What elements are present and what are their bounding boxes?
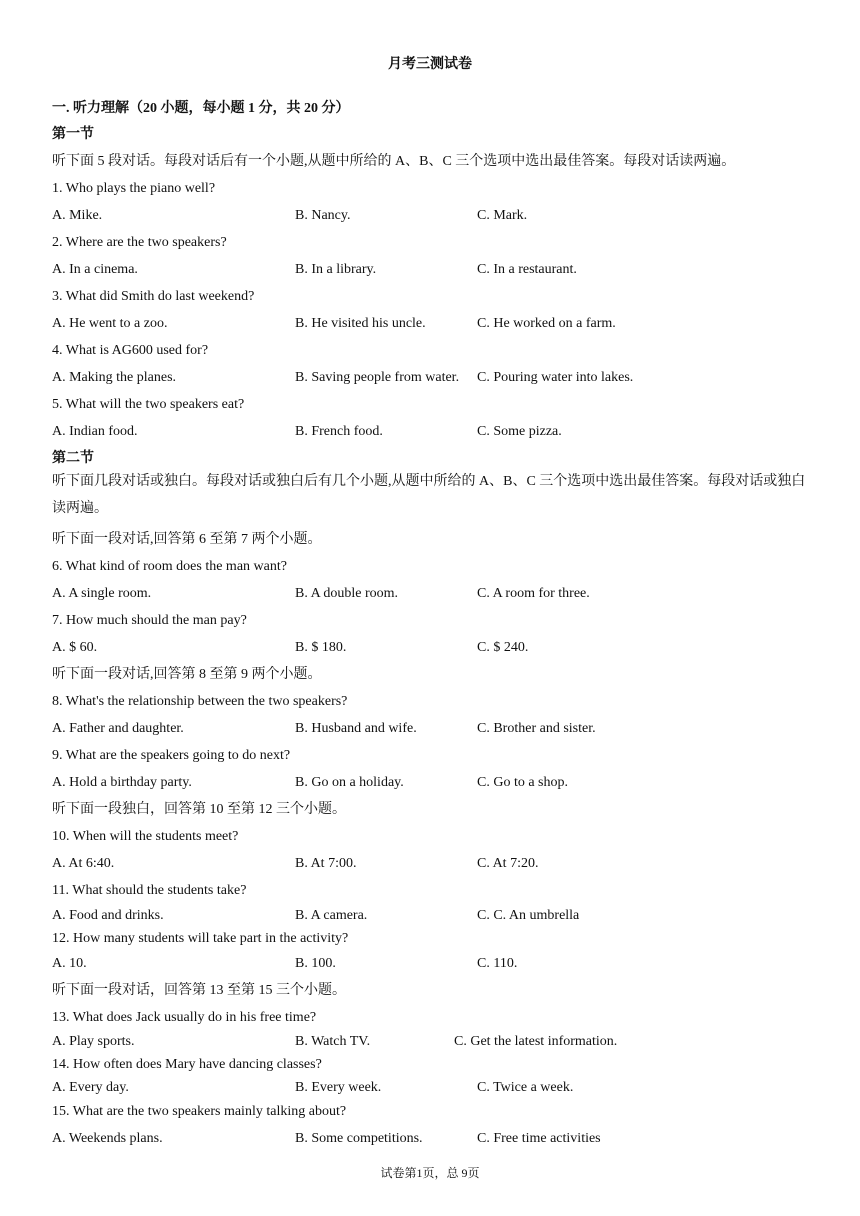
option-5a: A. Indian food.: [52, 424, 138, 439]
option-7b: B. $ 180.: [295, 640, 347, 655]
option-14c: C. Twice a week.: [477, 1080, 574, 1095]
question-7: 7. How much should the man pay?: [52, 613, 247, 628]
question-2: 2. Where are the two speakers?: [52, 235, 227, 250]
question-14: 14. How often does Mary have dancing classes?: [52, 1057, 322, 1072]
question-13: 13. What does Jack usually do in his free time?: [52, 1010, 317, 1025]
option-15b: B. Some competitions.: [295, 1131, 423, 1146]
option-13a: A. Play sports.: [52, 1034, 135, 1049]
question-12: 12. How many students will take part in the activity?: [52, 931, 349, 946]
question-6: 6. What kind of room does the man want?: [52, 559, 287, 574]
option-8b: B. Husband and wife.: [295, 721, 417, 736]
option-6a: A. A single room.: [52, 586, 152, 601]
question-15: 15. What are the two speakers mainly talking about?: [52, 1104, 347, 1119]
option-3b: B. He visited his uncle.: [295, 316, 426, 331]
option-9c: C. Go to a shop.: [477, 775, 568, 790]
group-intro-2: 听下面一段对话,回答第 8 至第 9 两个小题。: [52, 667, 322, 682]
option-9a: A. Hold a birthday party.: [52, 775, 192, 790]
option-15c: C. Free time activities: [477, 1131, 601, 1146]
part2-heading: 第二节: [52, 451, 94, 466]
option-8a: A. Father and daughter.: [52, 721, 184, 736]
question-4: 4. What is AG600 used for?: [52, 343, 209, 358]
question-1: 1. Who plays the piano well?: [52, 181, 216, 196]
option-10b: B. At 7:00.: [295, 856, 357, 871]
page-footer: 试卷第1页，总 9页: [380, 1166, 480, 1180]
option-7c: C. $ 240.: [477, 640, 529, 655]
question-3: 3. What did Smith do last weekend?: [52, 289, 255, 304]
section-heading: 一. 听力理解（20 小题，每小题 1 分，共 20 分）: [52, 101, 350, 116]
option-4a: A. Making the planes.: [52, 370, 177, 385]
part1-heading: 第一节: [52, 127, 94, 142]
option-5c: C. Some pizza.: [477, 424, 562, 439]
option-12b: B. 100.: [295, 956, 336, 971]
group-intro-3: 听下面一段独白，回答第 10 至第 12 三个小题。: [52, 802, 346, 817]
option-5b: B. French food.: [295, 424, 383, 439]
option-13c: C. Get the latest information.: [454, 1034, 618, 1049]
option-7a: A. $ 60.: [52, 640, 98, 655]
option-6c: C. A room for three.: [477, 586, 590, 601]
question-5: 5. What will the two speakers eat?: [52, 397, 245, 412]
question-10: 10. When will the students meet?: [52, 829, 239, 844]
option-1a: A. Mike.: [52, 208, 103, 223]
option-14b: B. Every week.: [295, 1080, 382, 1095]
option-12a: A. 10.: [52, 956, 87, 971]
option-4b: B. Saving people from water.: [295, 370, 460, 385]
option-8c: C. Brother and sister.: [477, 721, 596, 736]
page-title: 月考三测试卷: [388, 57, 472, 72]
option-13b: B. Watch TV.: [295, 1034, 371, 1049]
option-10c: C. At 7:20.: [477, 856, 539, 871]
option-11b: B. A camera.: [295, 908, 368, 923]
option-14a: A. Every day.: [52, 1080, 129, 1095]
option-11c: C. C. An umbrella: [477, 908, 580, 923]
option-9b: B. Go on a holiday.: [295, 775, 404, 790]
part2-instruction: 听下面几段对话或独白。每段对话或独白后有几个小题,从题中所给的 A、B、C 三个选项中选出最佳答案。每段对话或独白读两遍。: [52, 474, 806, 516]
option-4c: C. Pouring water into lakes.: [477, 370, 634, 385]
part1-instruction: 听下面 5 段对话。每段对话后有一个小题,从题中所给的 A、B、C 三个选项中选出最佳答案。每段对话读两遍。: [52, 154, 736, 169]
option-2c: C. In a restaurant.: [477, 262, 577, 277]
option-3a: A. He went to a zoo.: [52, 316, 168, 331]
option-11a: A. Food and drinks.: [52, 908, 164, 923]
option-2a: A. In a cinema.: [52, 262, 138, 277]
group-intro-4: 听下面一段对话，回答第 13 至第 15 三个小题。: [52, 983, 346, 998]
option-15a: A. Weekends plans.: [52, 1131, 163, 1146]
group-intro-1: 听下面一段对话,回答第 6 至第 7 两个小题。: [52, 532, 322, 547]
option-1b: B. Nancy.: [295, 208, 351, 223]
question-11: 11. What should the students take?: [52, 883, 247, 898]
option-12c: C. 110.: [477, 956, 518, 971]
question-8: 8. What's the relationship between the two speakers?: [52, 694, 348, 709]
question-9: 9. What are the speakers going to do next?: [52, 748, 291, 763]
option-10a: A. At 6:40.: [52, 856, 115, 871]
option-1c: C. Mark.: [477, 208, 528, 223]
option-6b: B. A double room.: [295, 586, 399, 601]
option-3c: C. He worked on a farm.: [477, 316, 616, 331]
option-2b: B. In a library.: [295, 262, 377, 277]
